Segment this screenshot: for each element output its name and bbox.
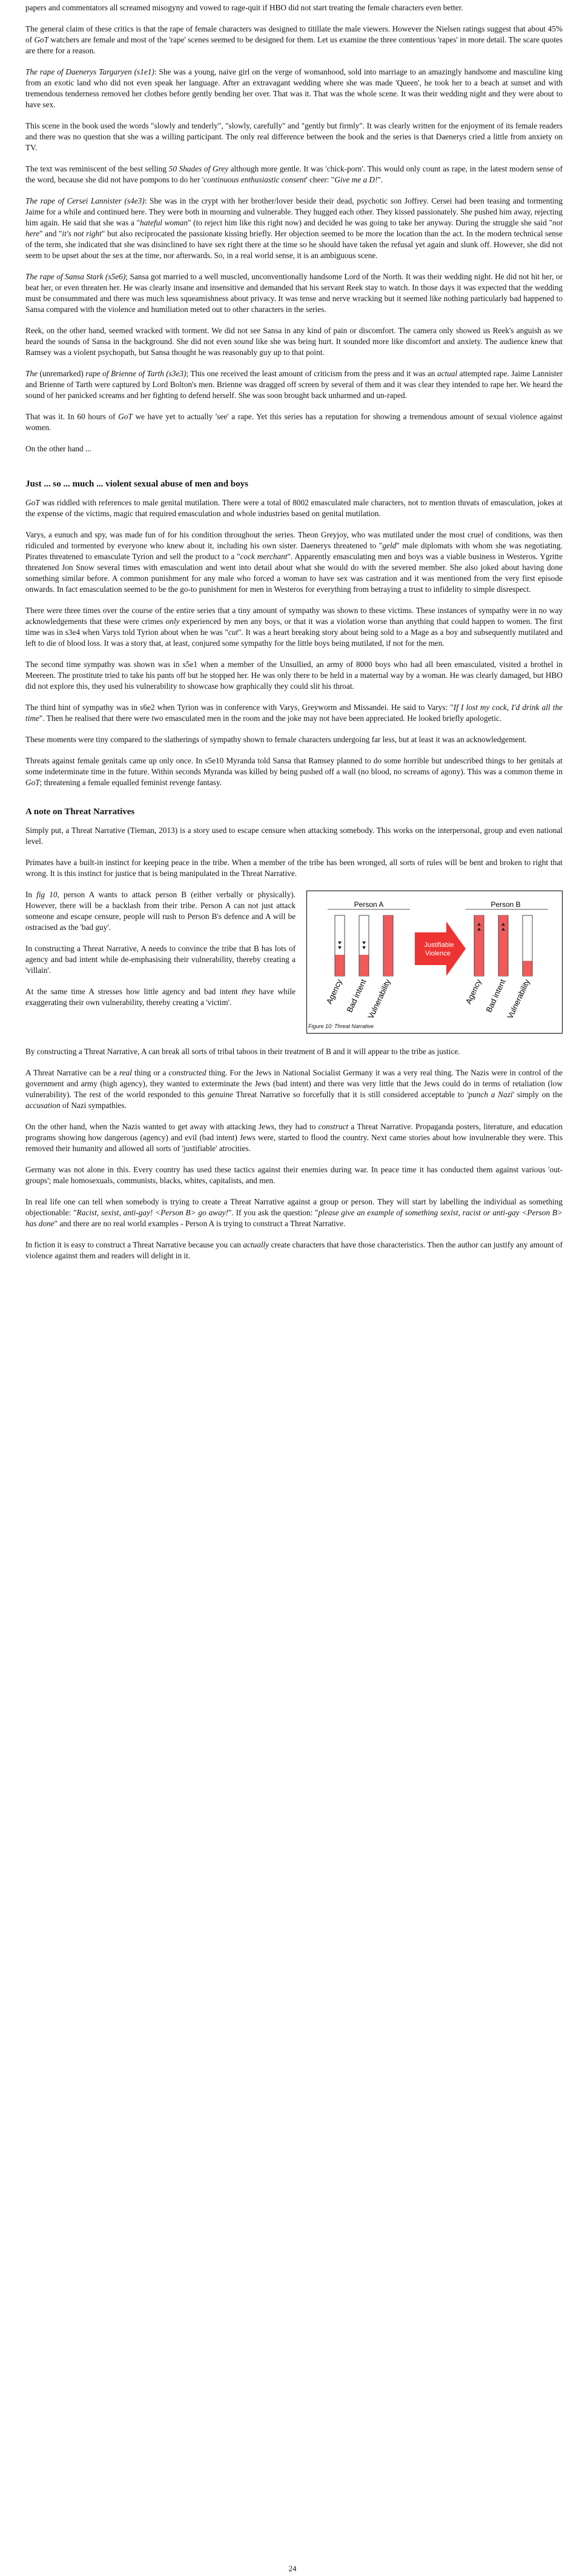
person-a-bad-intent-label: Bad intent [345,977,368,1014]
cersei-paragraph: The rape of Cersei Lannister (s4e3): She was in the crypt with her brother/lover beside their dead, psychotic son Joffrey. Cersei had been teasing and tormenting Jaime for a while and continued here. They were both in mourning and vulnerable. They hugged each other. They kissed passionately. She pushed him away, rejecting him again. He said that she was a "hateful woman" (to reject him like this right now) and decided he was going to take her anyway. During the struggle she said "not here" and "it's not right" but also reciprocated the passionate kissing briefly. Her objection seemed to be more the location than the act. In the modern technical sense of the term, she indicated that she was disinclined to have sex right there at the time so he should have taken the refusal yet again and slunk off. However, she did not seem to be upset about the sex at the time, nor afterwards. So, in a real world sense, it is an ambiguous scene. [25,196,563,260]
sympathy-third-paragraph: The third hint of sympathy was in s6e2 when Tyrion was in conference with Varys, Greyworm and Missandei. He said to Varys: "If I lost my cock, I'd drink all the time". Then he realised that there were two emasculated men in the room and the joke may not have been appreciated. He looked briefly apologetic. [25,703,563,723]
person-b-vulnerability-label: Vulnerability [505,977,532,1021]
threat-narrative-diagram [307,891,562,1021]
tiny-moments-paragraph: These moments were tiny compared to the slatherings of sympathy shown to female characters undergoing far less, but at least it was an acknowledgement. [25,735,527,744]
person-a-vulnerability-label: Vulnerability [366,977,392,1021]
justifiable-violence-arrow [415,921,466,976]
same-time-paragraph: At the same time A stresses how little agency and bad intent they have while exaggerating their own vulnerability, thereby creating a 'victim'. [25,987,296,1007]
person-a-label: Person A [354,900,384,909]
sansa-paragraph: The rape of Sansa Stark (s5e6); Sansa got married to a well muscled, unconventionally handsome Lord of the North. It was their wedding night. He did not hit her, or beat her, or even threaten her. He was clearly insane and insensitive and demanded that his servant Reek stay to watch. In those days it was expected that the wedding must be consummated and there was much less squeamishness about privacy. It was tense and nerve wracking but it seemed like nothing particularly bad happened to Sansa compared with the violence and humiliation meted out to other characters in the series. [25,272,563,314]
sympathy-first-paragraph: There were three times over the course of the entire series that a tiny amount of sympathy was shown to these victims. These instances of sympathy were in no way acknowledgements that these were crimes only experienced by men any boys, or that it was a violation worse than anything that could happen to women. The first time was in s3e4 when Varys told Tyrion about when he was "cut". It was a heart breaking story about being sold to a Mage as a boy and subsequently mutilated and left to die of blood loss. It was a story that, at least, conjured some sympathy for the little boys being mutilated, if not for the men. [25,606,563,648]
intro-paragraph-2: The general claim of these critics is that the rape of female characters was designed to titillate the male viewers. However the Nielsen ratings suggest that about 45% of GoT watchers are female and most of the 'rape' scenes seemed to be designed for them. Let us examine the three contentious 'rapes' in more detail. The scare quotes are there for a reason. [25,24,563,55]
person-b-bars [464,915,532,1020]
person-a-vulnerability-bar-fill [384,915,393,976]
constructing-paragraph: In constructing a Threat Narrative, A needs to convince the tribe that B has lots of agency and bad intent while de-emphasising their vulnerability, thereby creating a 'villain'. [25,944,296,975]
section-heading-abuse: Just ... so ... much ... violent sexual abuse of men and boys [25,479,248,489]
brienne-heading-c: rape of Brienne of Tarth (s3e3) [85,369,187,378]
arrow-label-justifiable: Justifiable [424,941,454,949]
person-a-bad-intent-bar-fill [360,955,369,976]
person-b-label: Person B [491,900,521,909]
fig10-intro-paragraph: In fig 10, person A wants to attack person B (either verbally or physically). However, there will be a backlash from their tribe. Person A can not just attack someone and escape censure, people will rush to Person B's defence and A will be ostracised as the 'bad guy'. [25,890,296,932]
that-was-it-paragraph: That was it. In 60 hours of GoT we have yet to actually 'see' a rape. Yet this series has a reputation for showing a tremendous amount of sexual violence against women. [25,412,563,432]
mutilation-paragraph: GoT was riddled with references to male genital mutilation. There were a total of 8002 emasculated male characters, not to mention threats of emasculation, jokes at the expense of the victims, magic that required emasculation and whole industries based on genital mutilation. [25,498,563,518]
section-heading-threat-narratives: A note on Threat Narratives [25,807,135,817]
germany-not-alone-paragraph: Germany was not alone in this. Every country has used these tactics against their enemies during war. In peace time it has conducted them against various 'out-groups'; male homosexuals, communists, blacks, whites, capitalists, and men. [25,1165,563,1185]
fiction-paragraph: In fiction it is easy to construct a Threat Narrative because you can actually create characters that have those characteristics. Then the author can justify any amount of violence against them and readers will delight in it. [25,1240,563,1260]
daenerys-paragraph: The rape of Daenerys Targaryen (s1e1): She was a young, naive girl on the verge of womanhood, sold into marriage to an amazingly handsome and masculine king from an exotic land who did not even speak her language. After an extravagant wedding where she was made 'Queen', he took her to a beach at sunset and with tremendous tenderness removed her clothes before gently bending her over. That was it. That was the whole scene. It was their wedding night and they were about to have sex. [25,67,563,109]
person-a-agency-label: Agency [324,977,344,1006]
sympathy-second-paragraph: The second time sympathy was shown was in s5e1 when a member of the Unsullied, an army of 8000 boys who had all been emasculated, visited a brothel in Meereen. The prostitute tried to take his pants off but he stopped her. He was only there to be held in a maternal way by a woman. He was clearly damaged, but HBO did not explore this, they used his vulnerability to showcase how graphically they could slit his throat. [25,660,563,691]
sansa-heading: The rape of Sansa Stark (s5e6) [25,272,126,281]
person-b-vulnerability-bar-fill [523,961,532,976]
reek-paragraph: Reek, on the other hand, seemed wracked with torment. We did not see Sansa in any kind of pain or discomfort. The camera only showed us Reek's anguish as we heard the sounds of Sansa in the background. She did not even sound like she was being hurt. It sounded more like discomfort and anxiety. The audience knew that Ramsey was a violent psychopath, but Sansa thought he was reasonably guy up to that point. [25,326,563,357]
person-b-bad-intent-label: Bad intent [484,977,507,1014]
break-taboos-paragraph: By constructing a Threat Narrative, A can break all sorts of tribal taboos in their treatment of B and it will appear to the tribe as justice. [25,1047,460,1056]
page-number: 24 [288,2564,297,2573]
real-or-constructed-paragraph: A Threat Narrative can be a real thing or a constructed thing. For the Jews in National Socialist Germany it was a very real thing. The Nazis were in control of the government and army (high agency), they wanted to exterminate the Jews (bad intent) and there was very little that the Jews could do in terms of retaliation (low vulnerability). The rest of the world responded to this genuine Threat Narrative so forcefully that it is still considered acceptable to 'punch a Nazi' simply on the accusation of Nazi sympathies. [25,1068,563,1110]
varys-paragraph: Varys, a eunuch and spy, was made fun of for his condition throughout the series. Theon Greyjoy, who was mutilated under the most cruel of conditions, was then ridiculed and tormented by everyone who knew about it, including his own sister. Daenerys threatened to "geld" male diplomats with whom she was negotiating. Pirates threatened to emasculate Tyrion and sell the product to a "cock merchant". Apparently emasculating men and boys was a viable business in Westeros. Ygritte threatened Jon Snow several times with emasculation and went into detail about what she would do with the severed member. She also joked about having done something similar before. A common punishment for any male who forced a woman to have sex was castration and it was mentioned from the very first episode onwards. In fact emasculation seemed to be the go-to punishment for men in Westeros for everything from betraying a trust to infidelity to simple disrespect. [25,530,563,594]
real-life-paragraph: In real life one can tell when somebody is trying to create a Threat Narrative against a group or person. They will start by labelling the individual as something objectionable: "Racist, sexist, anti-gay! <Person B> go away!". If you ask the question: "please give an example of something sexist, racist or anti-gay <Person B> has done" and there are no real world examples - Person A is trying to construct a Threat Narrative. [25,1197,563,1228]
intro-paragraph-1: papers and commentators all screamed misogyny and vowed to rage-quit if HBO did not start treating the female characters even better. [25,3,463,12]
document-page [25,2,563,1272]
arrow-label-violence: Violence [425,950,451,957]
threat-definition-paragraph: Simply put, a Threat Narrative (Tieman, 2013) is a story used to escape censure when attacking somebody. This works on the interpersonal, group and even national level. [25,826,563,846]
figure-caption: Figure 10: Threat Narrative [308,1023,374,1029]
figure-wrap [25,889,563,1037]
daenerys-book-paragraph: This scene in the book used the words "slowly and tenderly", "slowly, carefully" and "gently but firmly". It was clearly written for the enjoyment of its female readers and there was no question that she was a willing participant. The only real difference between the book and the series is that Daenerys cried a little from anxiety on TV. [25,121,563,152]
cersei-heading: The rape of Cersei Lannister (s4e3) [25,196,145,205]
brienne-heading-a: The [25,369,38,378]
person-a-bars [325,915,393,1020]
threat-narrative-figure [306,891,563,1034]
brienne-paragraph: The (unremarked) rape of Brienne of Tarth (s3e3); This one received the least amount of criticism from the press and it was an actual attempted rape. Jaime Lannister and Brienne of Tarth were captured by Lord Bolton's men. Brienne was dragged off screen by several of them and it was clear they intended to rape her. We heard the sound of her panicked screams and her fighting to defend herself. She was soon brought back unharmed and un-raped. [25,369,563,400]
daenerys-heading: The rape of Daenerys Targaryen (s1e1) [25,67,154,76]
daenerys-chick-porn-paragraph: The text was reminiscent of the best selling 50 Shades of Grey although more gentle. It was 'chick-porn'. This would only count as rape, in the latest modern sense of the word, because she did not have pompons to do her 'continuous enthusiastic consent' cheer: "Give me a D!". [25,164,563,184]
person-b-agency-label: Agency [463,977,483,1006]
female-threats-paragraph: Threats against female genitals came up only once. In s5e10 Myranda told Sansa that Ramsey planned to do some horrible but undescribed things to her genitals at some indeterminate time in the future. Within seconds Myranda was killed by being pushed off a wall (no blood, no screams of agony). This was a common theme in GoT; threatening a female equalled feminist revenge fantasy. [25,756,563,787]
person-a-agency-bar-fill [335,955,345,976]
primates-paragraph: Primates have a built-in instinct for keeping peace in the tribe. When a member of the tribe has been wronged, all sorts of rules will be bent and broken to right that wrong. It is this instinct for justice that is being manipulated in the Threat Narrative. [25,858,563,878]
other-hand-paragraph: On the other hand ... [25,444,91,453]
nazi-construct-paragraph: On the other hand, when the Nazis wanted to get away with attacking Jews, they had to construct a Threat Narrative. Propaganda posters, literature, and education programs showing how dangerous (agency) and evil (bad intent) Jews were, started to flood the country. Next came stories about how invulnerable they were. This removed their humanity and allowed all sorts of 'justifiable' atrocities. [25,1122,563,1153]
